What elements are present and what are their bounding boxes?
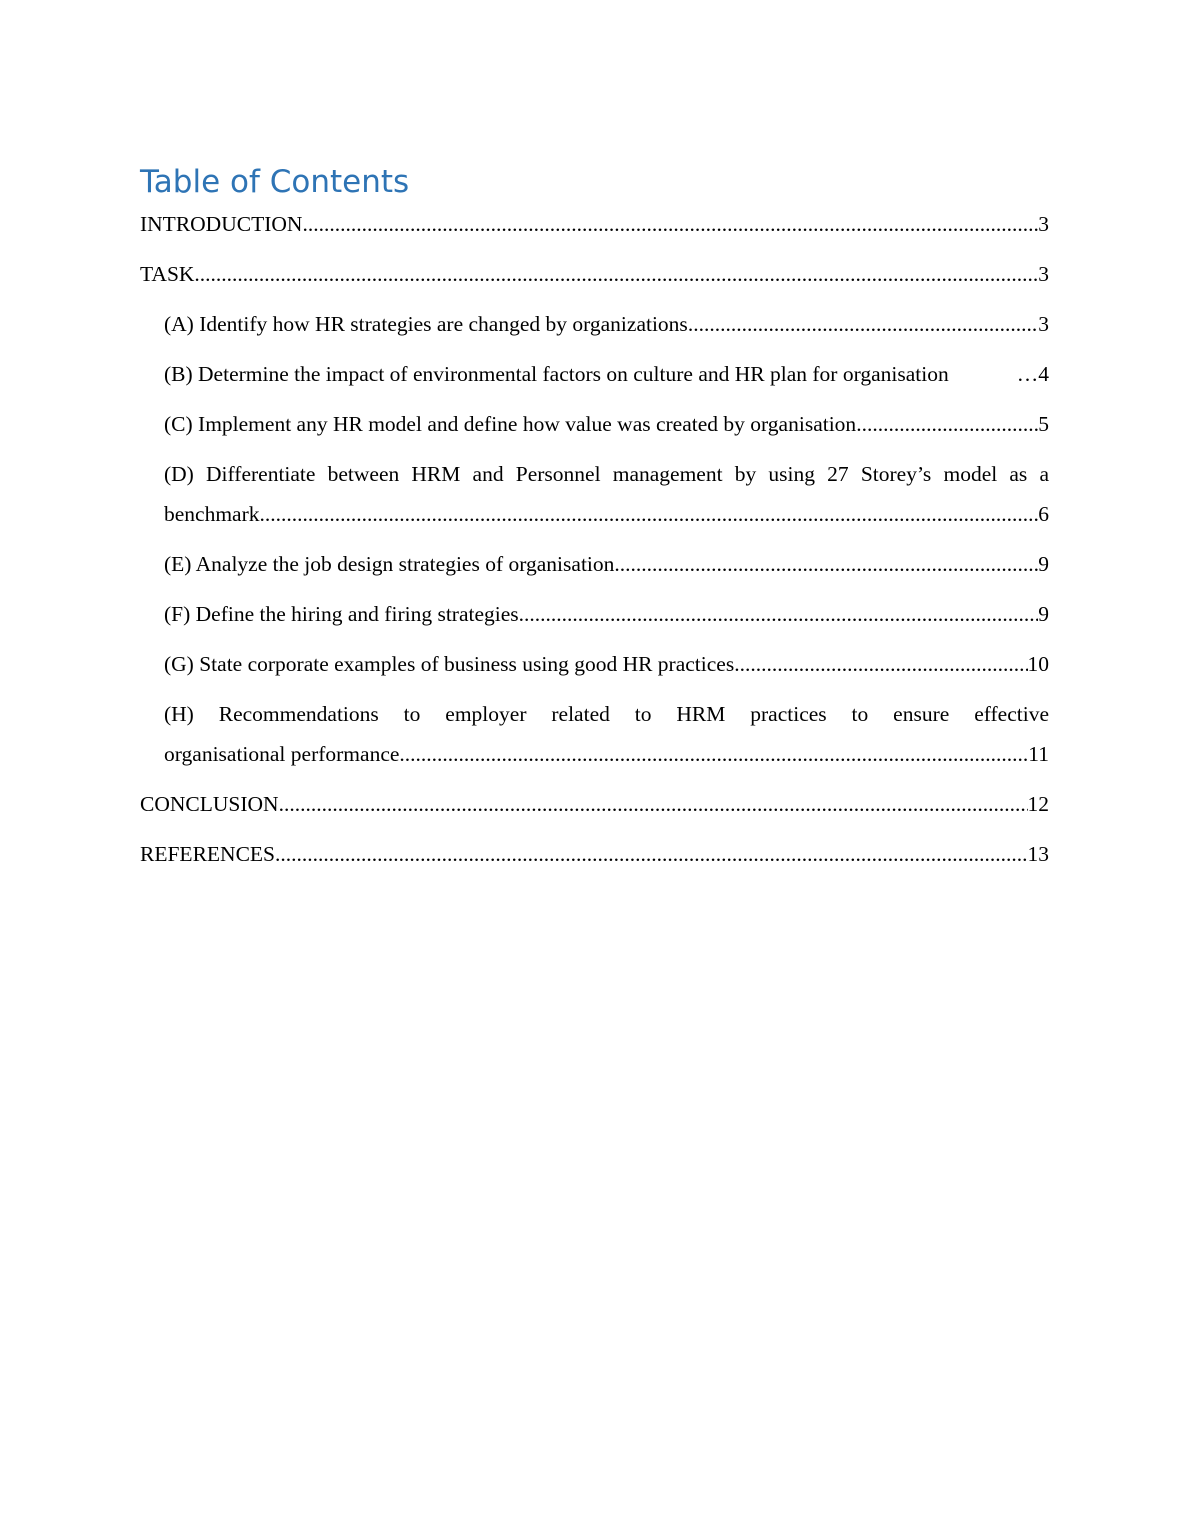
ellipsis-leader: …4 — [1016, 362, 1049, 386]
toc-entry-title: (C) Implement any HR model and define how value was created by organisation — [164, 412, 857, 436]
dot-leader — [734, 644, 1027, 684]
toc-entry-a[interactable] — [140, 304, 1049, 344]
toc-page-number: 3 — [1038, 312, 1049, 336]
dot-leader — [399, 734, 1028, 774]
toc-entry-title: (E) Analyze the job design strategies of organisation — [164, 552, 615, 576]
toc-page-number: 12 — [1027, 792, 1049, 816]
toc-entry-title-line1: (H) Recommendations to employer related to HRM practices to ensure effective — [164, 702, 1049, 726]
toc-entry-title-line2: benchmark — [164, 502, 260, 526]
toc-entry-g[interactable] — [140, 644, 1049, 684]
toc-entry-title: CONCLUSION — [140, 792, 279, 816]
toc-entry-conclusion[interactable] — [140, 784, 1049, 824]
toc-entry-e[interactable] — [140, 544, 1049, 584]
toc-entry-title-line1: (D) Differentiate between HRM and Personnel management by using 27 Storey’s model as a — [164, 462, 1049, 486]
toc-page-number: 9 — [1038, 552, 1049, 576]
dot-leader — [279, 784, 1028, 824]
toc-heading: Table of Contents — [140, 164, 410, 200]
dot-leader — [194, 254, 1038, 294]
toc-entry-title: (F) Define the hiring and firing strategies — [164, 602, 519, 626]
toc-entry-title-line2: organisational performance — [164, 742, 400, 766]
toc-page-number: 3 — [1038, 212, 1049, 236]
toc-entry-title: INTRODUCTION — [140, 212, 303, 236]
toc-entry-c[interactable] — [140, 404, 1049, 444]
toc-entry-title: (B) Determine the impact of environmental factors on culture and HR plan for organisation — [164, 362, 949, 386]
toc-entry-title: REFERENCES — [140, 842, 275, 866]
toc-page-number: 9 — [1038, 602, 1049, 626]
toc-entry-f[interactable] — [140, 594, 1049, 634]
document-page — [140, 160, 1049, 884]
toc-page-number: 6 — [1038, 502, 1049, 526]
dot-leader — [302, 204, 1038, 244]
dot-leader — [260, 494, 1039, 534]
toc-entry-b[interactable] — [140, 354, 1049, 394]
toc-page-number: 5 — [1038, 412, 1049, 436]
toc-page-number: 11 — [1028, 742, 1049, 766]
toc-entry-title: (A) Identify how HR strategies are changed by organizations — [164, 312, 688, 336]
dot-leader — [856, 404, 1038, 444]
dot-leader — [519, 594, 1039, 634]
toc-list — [140, 204, 1049, 874]
dot-leader — [275, 834, 1028, 874]
toc-entry-references[interactable] — [140, 834, 1049, 874]
toc-entry-h[interactable] — [140, 694, 1049, 774]
toc-entry-title: TASK — [140, 262, 195, 286]
dot-leader — [614, 544, 1038, 584]
toc-page-number: 4 — [1038, 362, 1049, 386]
toc-entry-task[interactable] — [140, 254, 1049, 294]
dot-leader — [688, 304, 1038, 344]
toc-page-number: 3 — [1038, 262, 1049, 286]
toc-entry-title: (G) State corporate examples of business using good HR practices — [164, 652, 735, 676]
toc-entry-d[interactable] — [140, 454, 1049, 534]
toc-entry-introduction[interactable] — [140, 204, 1049, 244]
toc-page-number: 10 — [1027, 652, 1049, 676]
toc-page-number: 13 — [1027, 842, 1049, 866]
